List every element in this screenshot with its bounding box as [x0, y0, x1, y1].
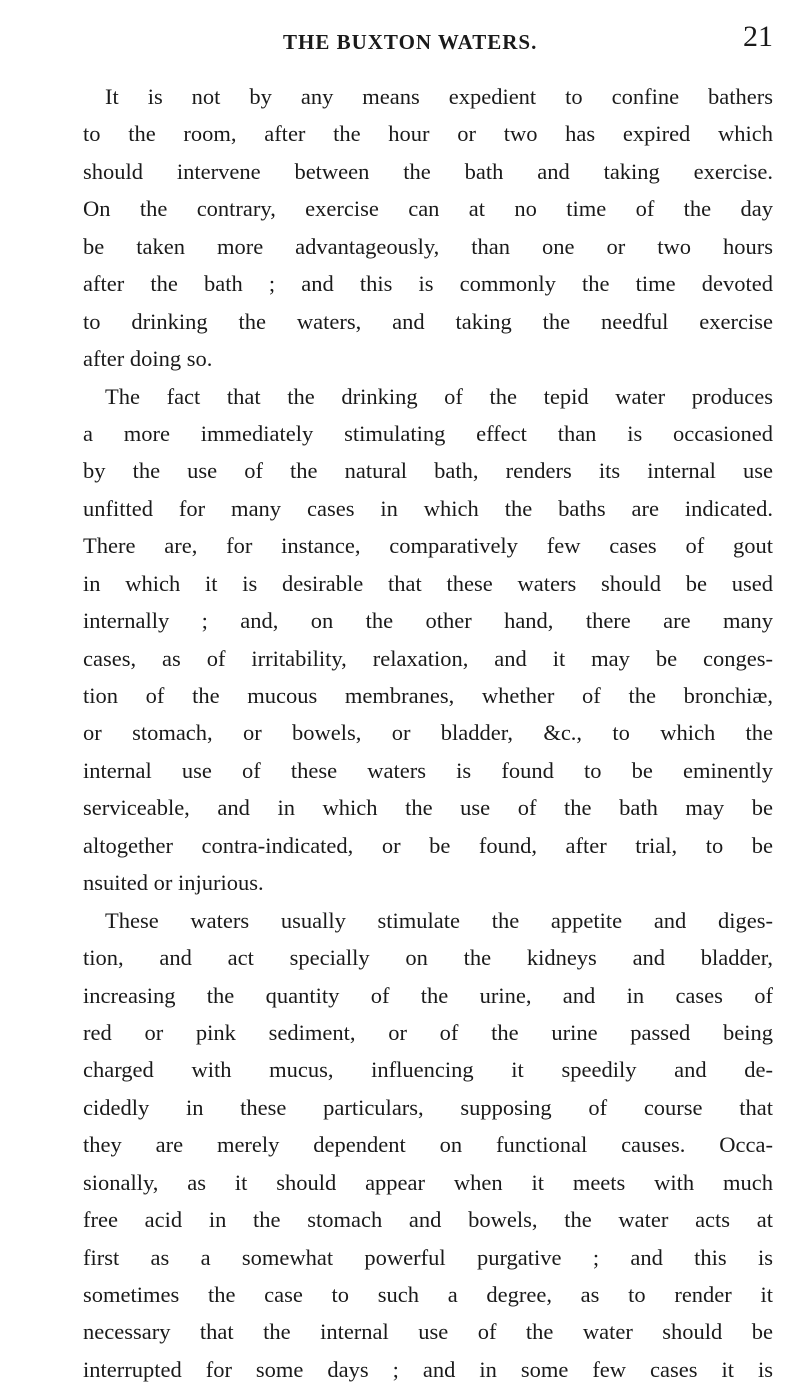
text-line: a more immediately stimulating effect than is occasioned	[83, 420, 773, 446]
text-line: unfitted for many cases in which the baths are indicated.	[83, 495, 773, 521]
text-line: altogether contra-indicated, or be found, after trial, to be	[83, 832, 773, 858]
running-title: THE BUXTON WATERS.	[283, 30, 538, 54]
text-line: charged with mucus, influencing it speedily and de-	[83, 1057, 773, 1083]
text-line: internal use of these waters is found to be eminently	[83, 757, 773, 783]
text-line: These waters usually stimulate the appetite and diges-	[105, 907, 773, 933]
text-line: after the bath ; and this is commonly the time devoted	[83, 271, 773, 297]
text-line: nsuited or injurious.	[83, 870, 264, 896]
text-line: interrupted for some days ; and in some few cases it is	[83, 1356, 773, 1382]
book-page	[83, 0, 773, 1382]
text-line: necessary that the internal use of the water should be	[83, 1319, 773, 1345]
text-line: or stomach, or bowels, or bladder, &c., to which the	[83, 720, 773, 746]
text-line: after doing so.	[83, 346, 213, 372]
text-line: On the contrary, exercise can at no time of the day	[83, 196, 773, 222]
text-line: red or pink sediment, or of the urine passed being	[83, 1019, 773, 1045]
text-line: tion of the mucous membranes, whether of the bronchiæ,	[83, 683, 773, 708]
text-line: by the use of the natural bath, renders its internal use	[83, 458, 773, 484]
text-line: should intervene between the bath and taking exercise.	[83, 158, 773, 184]
text-line: sionally, as it should appear when it meets with much	[83, 1169, 773, 1195]
text-line: cidedly in these particulars, supposing of course that	[83, 1094, 773, 1120]
text-line: be taken more advantageously, than one or two hours	[83, 233, 773, 259]
text-line: internally ; and, on the other hand, there are many	[83, 608, 773, 634]
text-line: first as a somewhat powerful purgative ; and this is	[83, 1244, 773, 1270]
text-line: cases, as of irritability, relaxation, and it may be conges-	[83, 645, 773, 671]
text-line: It is not by any means expedient to confine bathers	[105, 84, 773, 109]
text-line: they are merely dependent on functional causes. Occa-	[83, 1132, 773, 1158]
body-text	[83, 78, 773, 1388]
text-line: tion, and act specially on the kidneys and bladder,	[83, 945, 773, 971]
text-line: free acid in the stomach and bowels, the water acts at	[83, 1207, 773, 1233]
text-line: increasing the quantity of the urine, and in cases of	[83, 982, 773, 1008]
page-number: 21	[743, 20, 773, 53]
text-line: serviceable, and in which the use of the bath may be	[83, 795, 773, 821]
text-line: The fact that the drinking of the tepid water produces	[105, 383, 773, 409]
page-header	[83, 0, 773, 60]
text-line: There are, for instance, comparatively few cases of gout	[83, 533, 773, 559]
text-line: in which it is desirable that these waters should be used	[83, 570, 773, 596]
text-line: to drinking the waters, and taking the needful exercise	[83, 308, 773, 334]
text-line: to the room, after the hour or two has expired which	[83, 121, 773, 147]
text-line: sometimes the case to such a degree, as to render it	[83, 1282, 773, 1307]
